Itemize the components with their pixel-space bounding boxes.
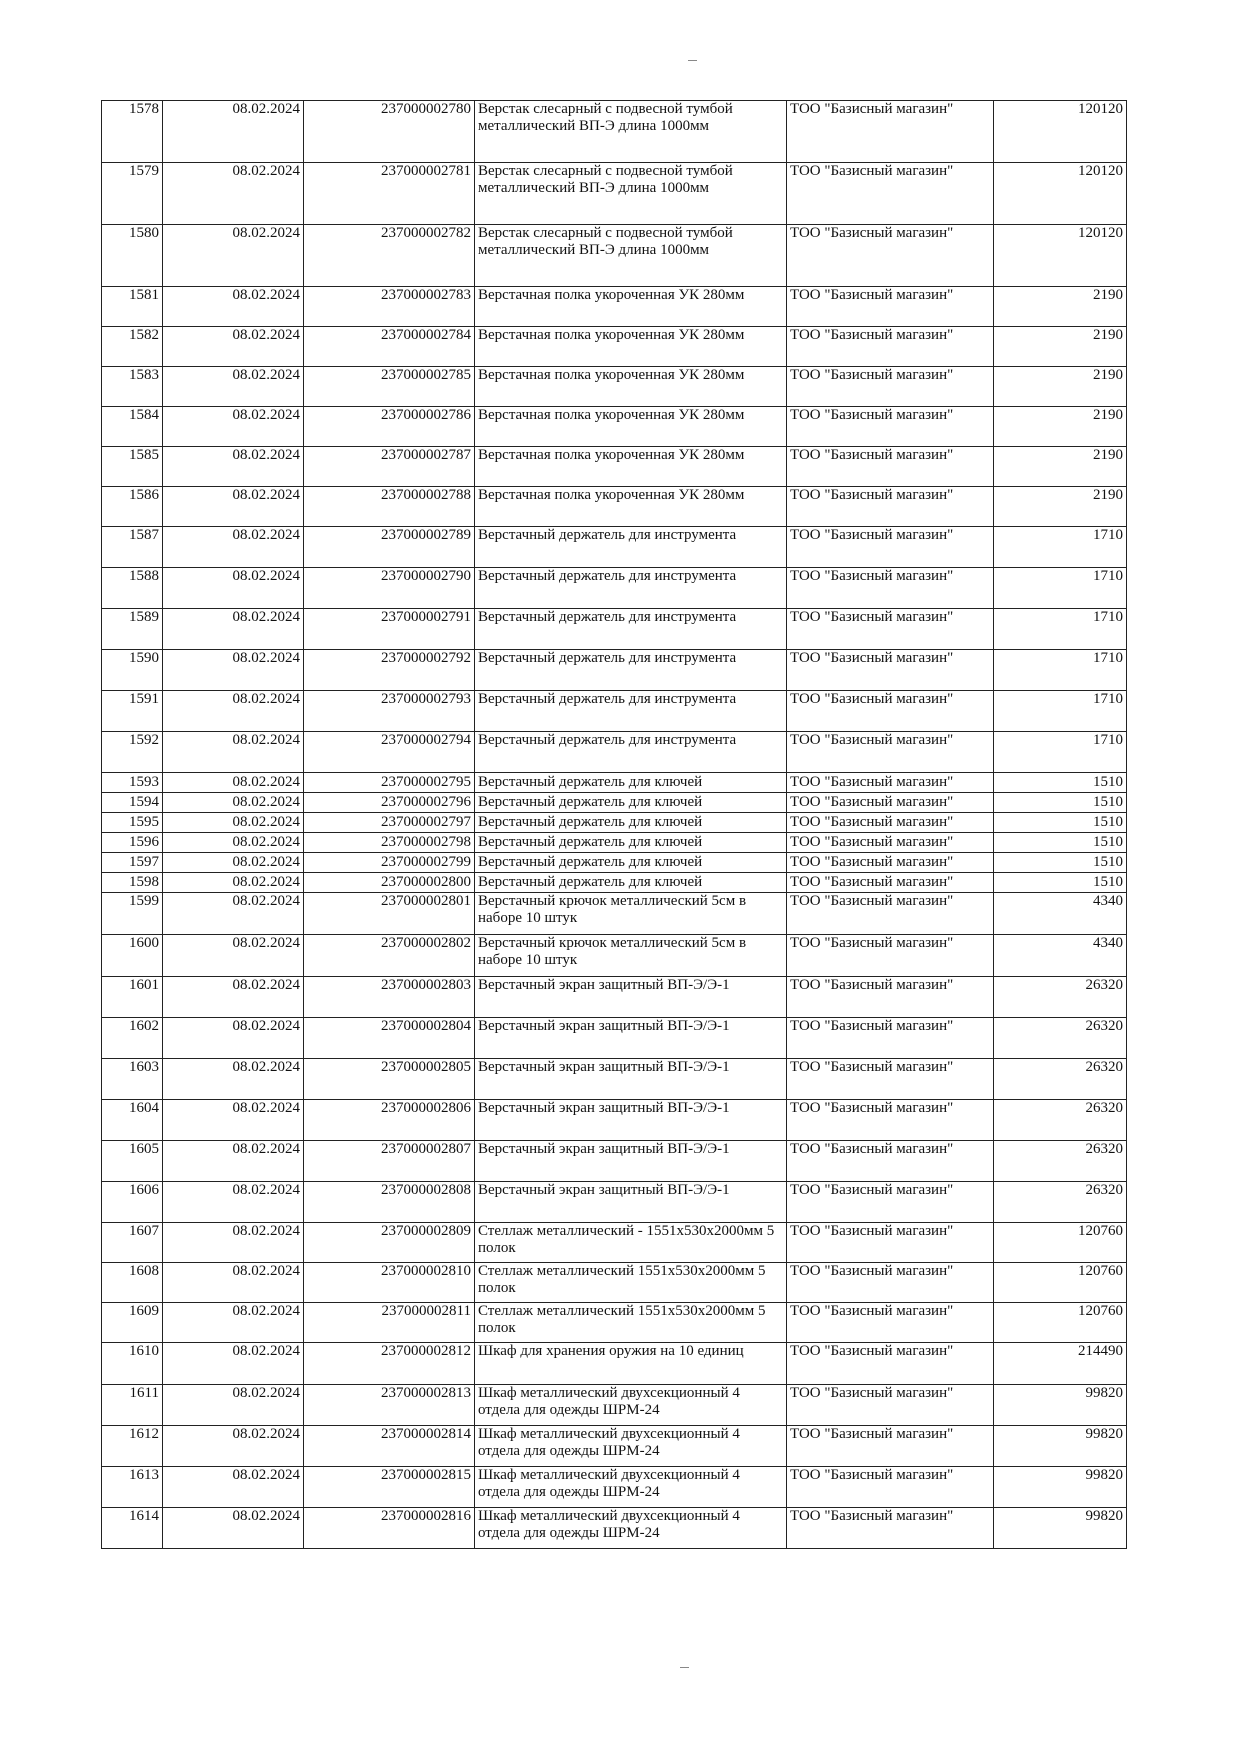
item-name-cell: Верстачный держатель для ключей (475, 813, 787, 833)
supplier-cell: ТОО "Базисный магазин" (787, 1100, 994, 1141)
supplier-cell: ТОО "Базисный магазин" (787, 773, 994, 793)
supplier-cell: ТОО "Базисный магазин" (787, 1508, 994, 1549)
item-name-cell: Верстачный держатель для инструмента (475, 732, 787, 773)
date-cell: 08.02.2024 (163, 650, 304, 691)
registry-number-cell: 1587 (102, 527, 163, 568)
inventory-code-cell: 237000002809 (304, 1223, 475, 1263)
amount-cell: 1710 (994, 568, 1127, 609)
registry-number-cell: 1613 (102, 1467, 163, 1508)
inventory-code-cell: 237000002786 (304, 407, 475, 447)
table-row (102, 1303, 1127, 1343)
inventory-code-cell: 237000002788 (304, 487, 475, 527)
table-row (102, 1426, 1127, 1467)
date-cell: 08.02.2024 (163, 527, 304, 568)
registry-number-cell: 1584 (102, 407, 163, 447)
item-name-cell: Верстачный держатель для инструмента (475, 568, 787, 609)
amount-cell: 120120 (994, 225, 1127, 287)
registry-number-cell: 1608 (102, 1263, 163, 1303)
inventory-code-cell: 237000002790 (304, 568, 475, 609)
date-cell: 08.02.2024 (163, 732, 304, 773)
inventory-code-cell: 237000002781 (304, 163, 475, 225)
date-cell: 08.02.2024 (163, 773, 304, 793)
registry-number-cell: 1594 (102, 793, 163, 813)
registry-number-cell: 1585 (102, 447, 163, 487)
date-cell: 08.02.2024 (163, 893, 304, 935)
item-name-cell: Верстачный крючок металлический 5см в наборе 10 штук (475, 893, 787, 935)
inventory-code-cell: 237000002798 (304, 833, 475, 853)
inventory-code-cell: 237000002813 (304, 1385, 475, 1426)
table-row (102, 1467, 1127, 1508)
inventory-code-cell: 237000002803 (304, 977, 475, 1018)
supplier-cell: ТОО "Базисный магазин" (787, 1385, 994, 1426)
registry-number-cell: 1580 (102, 225, 163, 287)
table-row (102, 833, 1127, 853)
table-row (102, 163, 1127, 225)
date-cell: 08.02.2024 (163, 1426, 304, 1467)
date-cell: 08.02.2024 (163, 793, 304, 813)
registry-number-cell: 1603 (102, 1059, 163, 1100)
date-cell: 08.02.2024 (163, 1263, 304, 1303)
item-name-cell: Верстачная полка укороченная УК 280мм (475, 407, 787, 447)
registry-number-cell: 1583 (102, 367, 163, 407)
amount-cell: 2190 (994, 407, 1127, 447)
item-name-cell: Верстачная полка укороченная УК 280мм (475, 447, 787, 487)
date-cell: 08.02.2024 (163, 487, 304, 527)
item-name-cell: Верстачный экран защитный ВП-Э/Э-1 (475, 1182, 787, 1223)
table-row (102, 793, 1127, 813)
amount-cell: 1710 (994, 732, 1127, 773)
inventory-code-cell: 237000002783 (304, 287, 475, 327)
date-cell: 08.02.2024 (163, 813, 304, 833)
date-cell: 08.02.2024 (163, 447, 304, 487)
registry-number-cell: 1599 (102, 893, 163, 935)
table-row (102, 1385, 1127, 1426)
amount-cell: 26320 (994, 1018, 1127, 1059)
registry-number-cell: 1612 (102, 1426, 163, 1467)
supplier-cell: ТОО "Базисный магазин" (787, 487, 994, 527)
amount-cell: 2190 (994, 487, 1127, 527)
table-row (102, 1223, 1127, 1263)
supplier-cell: ТОО "Базисный магазин" (787, 327, 994, 367)
registry-number-cell: 1604 (102, 1100, 163, 1141)
date-cell: 08.02.2024 (163, 1385, 304, 1426)
table-row (102, 1100, 1127, 1141)
date-cell: 08.02.2024 (163, 367, 304, 407)
item-name-cell: Верстачный держатель для инструмента (475, 527, 787, 568)
registry-number-cell: 1592 (102, 732, 163, 773)
date-cell: 08.02.2024 (163, 833, 304, 853)
amount-cell: 120120 (994, 101, 1127, 163)
date-cell: 08.02.2024 (163, 1508, 304, 1549)
table-row (102, 650, 1127, 691)
amount-cell: 214490 (994, 1343, 1127, 1385)
inventory-code-cell: 237000002806 (304, 1100, 475, 1141)
inventory-code-cell: 237000002805 (304, 1059, 475, 1100)
registry-number-cell: 1588 (102, 568, 163, 609)
registry-number-cell: 1591 (102, 691, 163, 732)
date-cell: 08.02.2024 (163, 1059, 304, 1100)
registry-number-cell: 1579 (102, 163, 163, 225)
table-row (102, 287, 1127, 327)
amount-cell: 1710 (994, 650, 1127, 691)
inventory-code-cell: 237000002793 (304, 691, 475, 732)
date-cell: 08.02.2024 (163, 568, 304, 609)
registry-number-cell: 1578 (102, 101, 163, 163)
registry-number-cell: 1602 (102, 1018, 163, 1059)
inventory-code-cell: 237000002815 (304, 1467, 475, 1508)
amount-cell: 1510 (994, 773, 1127, 793)
item-name-cell: Шкаф для хранения оружия на 10 единиц (475, 1343, 787, 1385)
top-page-mark (688, 60, 697, 61)
inventory-code-cell: 237000002804 (304, 1018, 475, 1059)
registry-body (102, 101, 1127, 1549)
inventory-code-cell: 237000002780 (304, 101, 475, 163)
inventory-code-cell: 237000002784 (304, 327, 475, 367)
inventory-code-cell: 237000002787 (304, 447, 475, 487)
date-cell: 08.02.2024 (163, 1100, 304, 1141)
inventory-code-cell: 237000002796 (304, 793, 475, 813)
item-name-cell: Верстачная полка укороченная УК 280мм (475, 367, 787, 407)
inventory-code-cell: 237000002801 (304, 893, 475, 935)
table-row (102, 447, 1127, 487)
date-cell: 08.02.2024 (163, 609, 304, 650)
table-row (102, 1018, 1127, 1059)
supplier-cell: ТОО "Базисный магазин" (787, 650, 994, 691)
registry-number-cell: 1606 (102, 1182, 163, 1223)
inventory-code-cell: 237000002794 (304, 732, 475, 773)
amount-cell: 2190 (994, 327, 1127, 367)
supplier-cell: ТОО "Базисный магазин" (787, 447, 994, 487)
item-name-cell: Верстак слесарный с подвесной тумбой металлический ВП-Э длина 1000мм (475, 101, 787, 163)
registry-number-cell: 1601 (102, 977, 163, 1018)
amount-cell: 99820 (994, 1467, 1127, 1508)
table-row (102, 487, 1127, 527)
item-name-cell: Верстачный держатель для инструмента (475, 609, 787, 650)
supplier-cell: ТОО "Базисный магазин" (787, 527, 994, 568)
supplier-cell: ТОО "Базисный магазин" (787, 568, 994, 609)
date-cell: 08.02.2024 (163, 935, 304, 977)
amount-cell: 26320 (994, 977, 1127, 1018)
item-name-cell: Верстачный экран защитный ВП-Э/Э-1 (475, 1059, 787, 1100)
item-name-cell: Верстачная полка укороченная УК 280мм (475, 327, 787, 367)
date-cell: 08.02.2024 (163, 327, 304, 367)
supplier-cell: ТОО "Базисный магазин" (787, 1426, 994, 1467)
inventory-code-cell: 237000002791 (304, 609, 475, 650)
amount-cell: 99820 (994, 1508, 1127, 1549)
registry-number-cell: 1593 (102, 773, 163, 793)
date-cell: 08.02.2024 (163, 1223, 304, 1263)
item-name-cell: Верстачный держатель для ключей (475, 793, 787, 813)
item-name-cell: Верстачный держатель для ключей (475, 873, 787, 893)
table-row (102, 1059, 1127, 1100)
supplier-cell: ТОО "Базисный магазин" (787, 1263, 994, 1303)
supplier-cell: ТОО "Базисный магазин" (787, 367, 994, 407)
amount-cell: 26320 (994, 1100, 1127, 1141)
supplier-cell: ТОО "Базисный магазин" (787, 407, 994, 447)
date-cell: 08.02.2024 (163, 873, 304, 893)
registry-number-cell: 1610 (102, 1343, 163, 1385)
registry-number-cell: 1589 (102, 609, 163, 650)
inventory-code-cell: 237000002811 (304, 1303, 475, 1343)
table-row (102, 1343, 1127, 1385)
amount-cell: 2190 (994, 287, 1127, 327)
supplier-cell: ТОО "Базисный магазин" (787, 1223, 994, 1263)
registry-number-cell: 1597 (102, 853, 163, 873)
inventory-code-cell: 237000002797 (304, 813, 475, 833)
supplier-cell: ТОО "Базисный магазин" (787, 833, 994, 853)
item-name-cell: Верстачный держатель для ключей (475, 773, 787, 793)
supplier-cell: ТОО "Базисный магазин" (787, 1343, 994, 1385)
inventory-code-cell: 237000002799 (304, 853, 475, 873)
date-cell: 08.02.2024 (163, 1467, 304, 1508)
supplier-cell: ТОО "Базисный магазин" (787, 977, 994, 1018)
table-row (102, 568, 1127, 609)
table-row (102, 873, 1127, 893)
supplier-cell: ТОО "Базисный магазин" (787, 813, 994, 833)
date-cell: 08.02.2024 (163, 287, 304, 327)
item-name-cell: Верстачный держатель для инструмента (475, 691, 787, 732)
registry-number-cell: 1581 (102, 287, 163, 327)
table-row (102, 367, 1127, 407)
table-row (102, 407, 1127, 447)
inventory-code-cell: 237000002812 (304, 1343, 475, 1385)
amount-cell: 1510 (994, 833, 1127, 853)
inventory-code-cell: 237000002800 (304, 873, 475, 893)
table-row (102, 609, 1127, 650)
registry-number-cell: 1595 (102, 813, 163, 833)
inventory-code-cell: 237000002789 (304, 527, 475, 568)
amount-cell: 1710 (994, 609, 1127, 650)
table-row (102, 225, 1127, 287)
amount-cell: 2190 (994, 367, 1127, 407)
item-name-cell: Шкаф металлический двухсекционный 4 отдела для одежды ШРМ-24 (475, 1426, 787, 1467)
registry-number-cell: 1582 (102, 327, 163, 367)
item-name-cell: Шкаф металлический двухсекционный 4 отдела для одежды ШРМ-24 (475, 1467, 787, 1508)
table-row (102, 1263, 1127, 1303)
item-name-cell: Верстачный экран защитный ВП-Э/Э-1 (475, 1141, 787, 1182)
bottom-page-mark (680, 1667, 689, 1668)
supplier-cell: ТОО "Базисный магазин" (787, 101, 994, 163)
date-cell: 08.02.2024 (163, 1343, 304, 1385)
amount-cell: 1710 (994, 527, 1127, 568)
inventory-code-cell: 237000002814 (304, 1426, 475, 1467)
item-name-cell: Верстачный держатель для ключей (475, 833, 787, 853)
table-row (102, 1182, 1127, 1223)
item-name-cell: Верстачный экран защитный ВП-Э/Э-1 (475, 1100, 787, 1141)
supplier-cell: ТОО "Базисный магазин" (787, 287, 994, 327)
date-cell: 08.02.2024 (163, 691, 304, 732)
registry-table (101, 100, 1127, 1549)
date-cell: 08.02.2024 (163, 977, 304, 1018)
table-row (102, 1508, 1127, 1549)
amount-cell: 26320 (994, 1059, 1127, 1100)
table-row (102, 773, 1127, 793)
registry-number-cell: 1596 (102, 833, 163, 853)
table-row (102, 935, 1127, 977)
date-cell: 08.02.2024 (163, 853, 304, 873)
supplier-cell: ТОО "Базисный магазин" (787, 1182, 994, 1223)
item-name-cell: Верстачная полка укороченная УК 280мм (475, 287, 787, 327)
item-name-cell: Верстачный держатель для ключей (475, 853, 787, 873)
amount-cell: 4340 (994, 935, 1127, 977)
inventory-code-cell: 237000002802 (304, 935, 475, 977)
amount-cell: 99820 (994, 1385, 1127, 1426)
supplier-cell: ТОО "Базисный магазин" (787, 1303, 994, 1343)
table-row (102, 691, 1127, 732)
date-cell: 08.02.2024 (163, 407, 304, 447)
registry-number-cell: 1598 (102, 873, 163, 893)
amount-cell: 120760 (994, 1303, 1127, 1343)
table-row (102, 732, 1127, 773)
amount-cell: 120120 (994, 163, 1127, 225)
date-cell: 08.02.2024 (163, 1018, 304, 1059)
amount-cell: 99820 (994, 1426, 1127, 1467)
supplier-cell: ТОО "Базисный магазин" (787, 1141, 994, 1182)
date-cell: 08.02.2024 (163, 1141, 304, 1182)
date-cell: 08.02.2024 (163, 1182, 304, 1223)
inventory-code-cell: 237000002816 (304, 1508, 475, 1549)
amount-cell: 26320 (994, 1182, 1127, 1223)
date-cell: 08.02.2024 (163, 101, 304, 163)
amount-cell: 1510 (994, 853, 1127, 873)
date-cell: 08.02.2024 (163, 1303, 304, 1343)
supplier-cell: ТОО "Базисный магазин" (787, 691, 994, 732)
item-name-cell: Стеллаж металлический - 1551х530х2000мм 5 полок (475, 1223, 787, 1263)
inventory-code-cell: 237000002810 (304, 1263, 475, 1303)
table-row (102, 977, 1127, 1018)
inventory-code-cell: 237000002795 (304, 773, 475, 793)
supplier-cell: ТОО "Базисный магазин" (787, 1018, 994, 1059)
item-name-cell: Стеллаж металлический 1551х530х2000мм 5 полок (475, 1303, 787, 1343)
amount-cell: 4340 (994, 893, 1127, 935)
supplier-cell: ТОО "Базисный магазин" (787, 893, 994, 935)
amount-cell: 120760 (994, 1223, 1127, 1263)
table-row (102, 893, 1127, 935)
date-cell: 08.02.2024 (163, 163, 304, 225)
inventory-code-cell: 237000002807 (304, 1141, 475, 1182)
supplier-cell: ТОО "Базисный магазин" (787, 853, 994, 873)
registry-number-cell: 1590 (102, 650, 163, 691)
amount-cell: 1710 (994, 691, 1127, 732)
amount-cell: 120760 (994, 1263, 1127, 1303)
supplier-cell: ТОО "Базисный магазин" (787, 935, 994, 977)
item-name-cell: Верстак слесарный с подвесной тумбой металлический ВП-Э длина 1000мм (475, 163, 787, 225)
supplier-cell: ТОО "Базисный магазин" (787, 1467, 994, 1508)
supplier-cell: ТОО "Базисный магазин" (787, 732, 994, 773)
table-row (102, 853, 1127, 873)
registry-number-cell: 1611 (102, 1385, 163, 1426)
amount-cell: 26320 (994, 1141, 1127, 1182)
registry-number-cell: 1586 (102, 487, 163, 527)
date-cell: 08.02.2024 (163, 225, 304, 287)
supplier-cell: ТОО "Базисный магазин" (787, 1059, 994, 1100)
registry-number-cell: 1600 (102, 935, 163, 977)
inventory-code-cell: 237000002792 (304, 650, 475, 691)
registry-number-cell: 1605 (102, 1141, 163, 1182)
amount-cell: 2190 (994, 447, 1127, 487)
registry-number-cell: 1614 (102, 1508, 163, 1549)
supplier-cell: ТОО "Базисный магазин" (787, 225, 994, 287)
amount-cell: 1510 (994, 813, 1127, 833)
registry-number-cell: 1607 (102, 1223, 163, 1263)
item-name-cell: Стеллаж металлический 1551х530х2000мм 5 полок (475, 1263, 787, 1303)
table-row (102, 327, 1127, 367)
registry-number-cell: 1609 (102, 1303, 163, 1343)
item-name-cell: Верстачный экран защитный ВП-Э/Э-1 (475, 977, 787, 1018)
inventory-code-cell: 237000002782 (304, 225, 475, 287)
item-name-cell: Верстачный крючок металлический 5см в наборе 10 штук (475, 935, 787, 977)
item-name-cell: Шкаф металлический двухсекционный 4 отдела для одежды ШРМ-24 (475, 1385, 787, 1426)
inventory-code-cell: 237000002785 (304, 367, 475, 407)
supplier-cell: ТОО "Базисный магазин" (787, 163, 994, 225)
supplier-cell: ТОО "Базисный магазин" (787, 609, 994, 650)
table-row (102, 813, 1127, 833)
inventory-code-cell: 237000002808 (304, 1182, 475, 1223)
supplier-cell: ТОО "Базисный магазин" (787, 873, 994, 893)
amount-cell: 1510 (994, 873, 1127, 893)
item-name-cell: Верстак слесарный с подвесной тумбой металлический ВП-Э длина 1000мм (475, 225, 787, 287)
supplier-cell: ТОО "Базисный магазин" (787, 793, 994, 813)
item-name-cell: Шкаф металлический двухсекционный 4 отдела для одежды ШРМ-24 (475, 1508, 787, 1549)
item-name-cell: Верстачный держатель для инструмента (475, 650, 787, 691)
item-name-cell: Верстачная полка укороченная УК 280мм (475, 487, 787, 527)
table-row (102, 1141, 1127, 1182)
item-name-cell: Верстачный экран защитный ВП-Э/Э-1 (475, 1018, 787, 1059)
amount-cell: 1510 (994, 793, 1127, 813)
table-row (102, 101, 1127, 163)
table-row (102, 527, 1127, 568)
